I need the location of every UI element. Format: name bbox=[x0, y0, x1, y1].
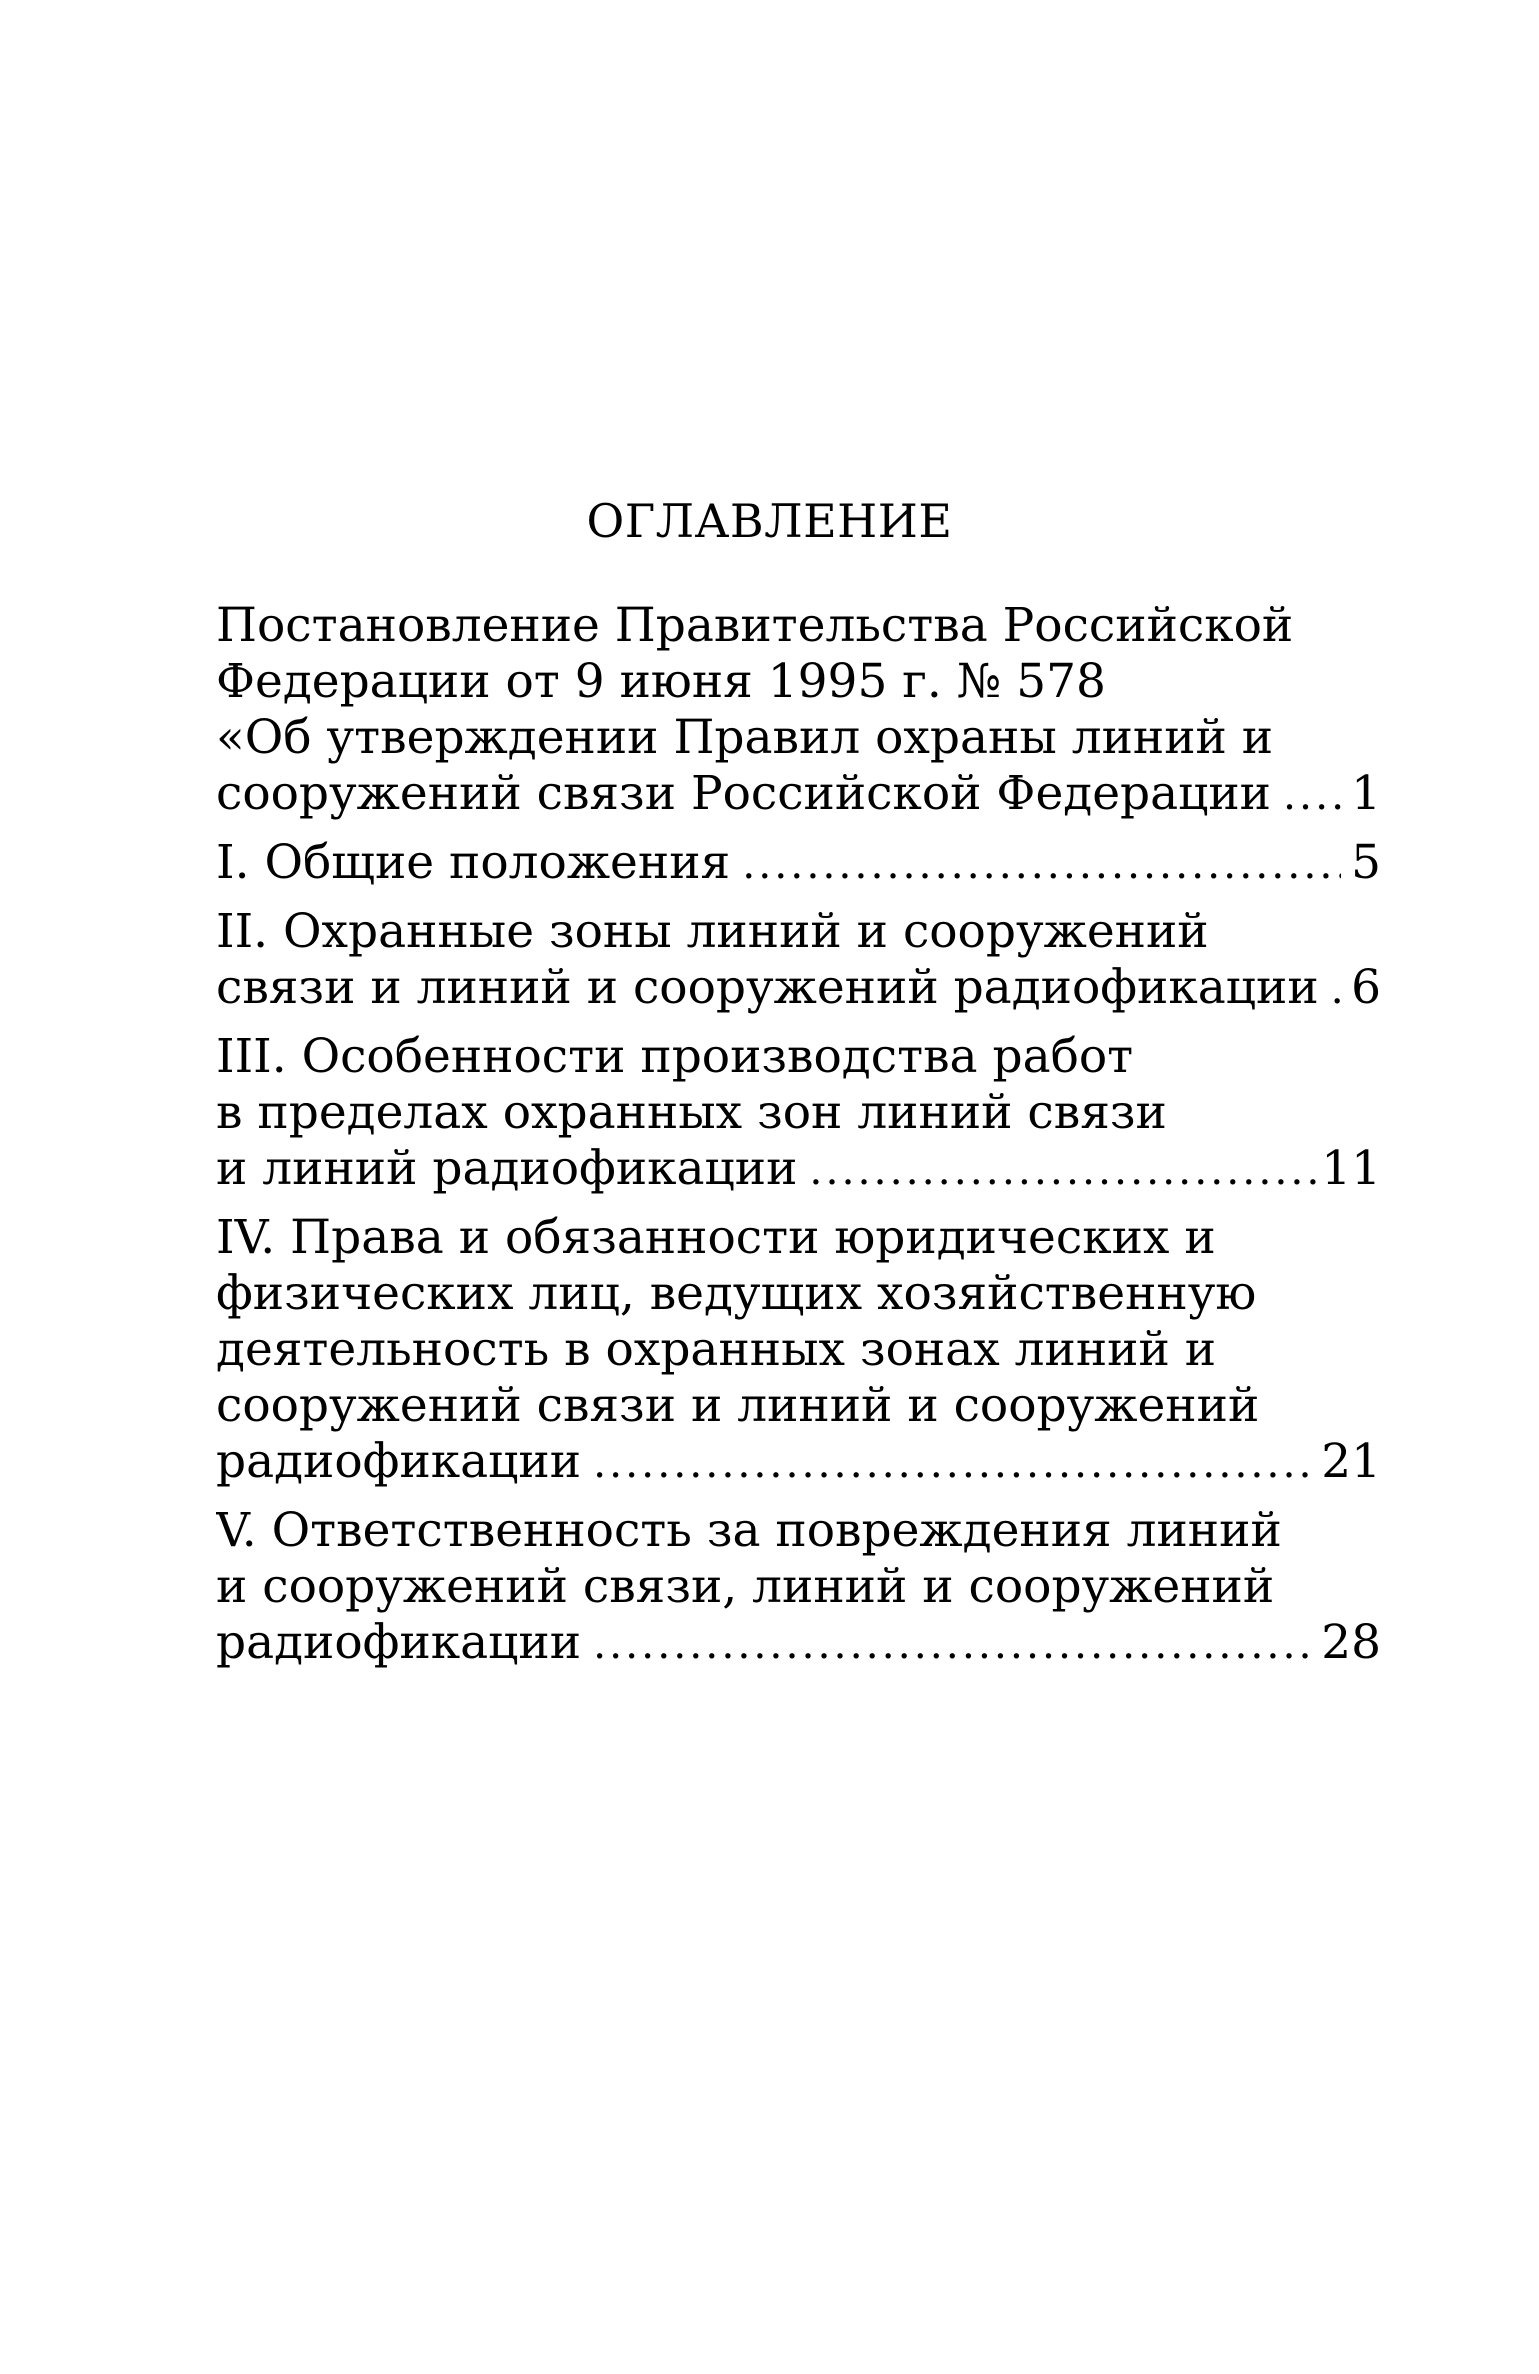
toc-entry-text: III. Особенности производства работ bbox=[216, 1029, 1134, 1084]
toc-entry-resolution[interactable] bbox=[216, 598, 1381, 823]
toc-entry-text: и сооружений связи, линий и сооружений bbox=[216, 1559, 1275, 1614]
toc-entry-last-line bbox=[216, 960, 1381, 1017]
toc-entry-text: Постановление Правительства Российской bbox=[216, 598, 1294, 653]
page-title: ОГЛАВЛЕНИЕ bbox=[586, 494, 953, 548]
toc-entry-text: V. Ответственность за повреждения линий bbox=[216, 1503, 1282, 1558]
toc-page-number: 6 bbox=[1351, 960, 1381, 1015]
toc-entry-text: I. Общие положения bbox=[216, 835, 731, 890]
toc-entry-section-2[interactable] bbox=[216, 904, 1381, 1017]
toc-entry-text: сооружений связи Российской Федерации bbox=[216, 766, 1271, 821]
toc-entry-section-3[interactable] bbox=[216, 1029, 1381, 1198]
toc-page-number: 11 bbox=[1321, 1141, 1381, 1196]
dot-leader bbox=[593, 1616, 1317, 1672]
toc-entry-text: радиофикации bbox=[216, 1434, 582, 1489]
toc-entry-text: «Об утверждении Правил охраны линий и bbox=[216, 710, 1274, 765]
toc-entry-last-line bbox=[216, 1434, 1381, 1491]
dot-leader bbox=[809, 1142, 1317, 1198]
toc-entry-text: сооружений связи и линий и сооружений bbox=[216, 1378, 1260, 1433]
dot-leader bbox=[1331, 961, 1341, 1017]
toc-entry-text: в пределах охранных зон линий связи bbox=[216, 1085, 1167, 1140]
toc-page-number: 28 bbox=[1321, 1615, 1381, 1670]
toc-entry-text: Федерации от 9 июня 1995 г. № 578 bbox=[216, 654, 1106, 709]
toc-entry-text: II. Охранные зоны линий и сооружений bbox=[216, 904, 1209, 959]
toc-entry-last-line bbox=[216, 835, 1381, 892]
dot-leader bbox=[1283, 767, 1341, 823]
toc-page-number: 21 bbox=[1321, 1434, 1381, 1489]
toc-entry-last-line bbox=[216, 766, 1381, 823]
toc-entry-text: и линий радиофикации bbox=[216, 1141, 798, 1196]
dot-leader bbox=[742, 836, 1341, 892]
toc-entry-section-5[interactable] bbox=[216, 1503, 1381, 1672]
toc-entry-section-4[interactable] bbox=[216, 1210, 1381, 1491]
toc-entry-text: физических лиц, ведущих хозяйственную bbox=[216, 1266, 1257, 1321]
toc-entry-text: деятельность в охранных зонах линий и bbox=[216, 1322, 1217, 1377]
toc-entry-text: связи и линий и сооружений радиофикации bbox=[216, 960, 1319, 1015]
toc-entry-last-line bbox=[216, 1615, 1381, 1672]
toc-entry-last-line bbox=[216, 1141, 1381, 1198]
toc-entry-text: IV. Права и обязанности юридических и bbox=[216, 1210, 1216, 1265]
toc-page-number: 5 bbox=[1351, 835, 1381, 890]
toc-page-number: 1 bbox=[1351, 766, 1381, 821]
dot-leader bbox=[593, 1435, 1317, 1491]
toc-entry-section-1[interactable] bbox=[216, 835, 1381, 892]
table-of-contents bbox=[216, 598, 1381, 1672]
toc-entry-text: радиофикации bbox=[216, 1615, 582, 1670]
